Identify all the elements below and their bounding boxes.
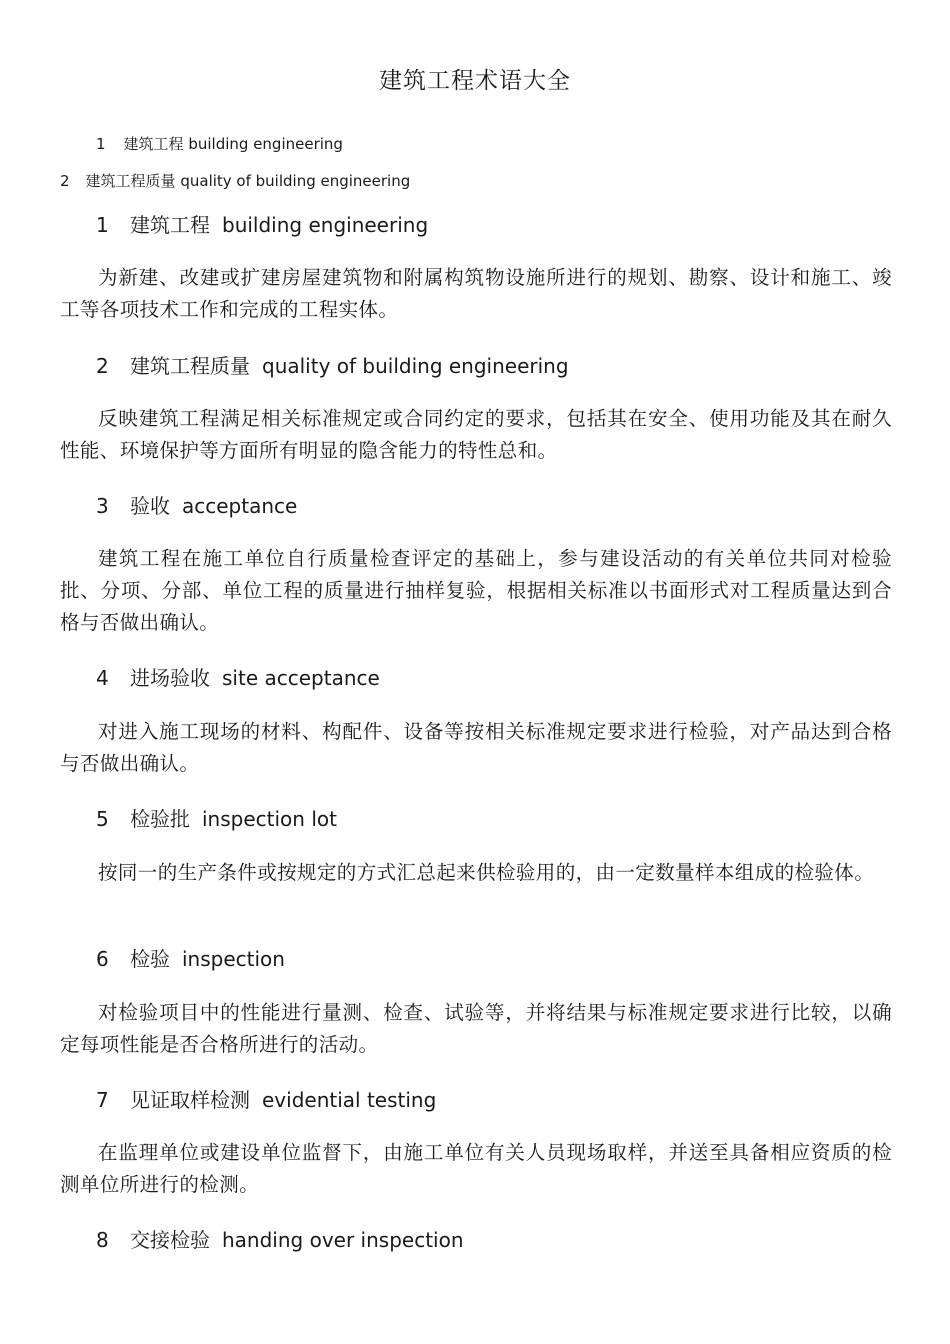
term-english: building engineering — [222, 213, 429, 237]
toc-item — [60, 171, 410, 191]
term-chinese: 交接检验 — [130, 1228, 210, 1252]
term-heading — [96, 492, 297, 520]
term-heading — [96, 352, 569, 380]
term-definition: 对进入施工现场的材料、构配件、设备等按相关标准规定要求进行检验，对产品达到合格与否做出确认。 — [60, 720, 892, 775]
document-title: 建筑工程术语大全 — [379, 68, 571, 94]
term-number: 1 — [96, 213, 109, 237]
term-definition: 按同一的生产条件或按规定的方式汇总起来供检验用的，由一定数量样本组成的检验体。 — [98, 861, 875, 884]
term-definition: 为新建、改建或扩建房屋建筑物和附属构筑物设施所进行的规划、勘察、设计和施工、竣工等各项技术工作和完成的工程实体。 — [60, 266, 892, 321]
toc-item-chinese-term: 建筑工程 — [123, 135, 184, 153]
term-chinese: 进场验收 — [130, 666, 210, 690]
term-chinese: 检验批 — [130, 807, 190, 831]
toc-item-chinese-term: 建筑工程质量 — [85, 172, 176, 190]
term-number: 4 — [96, 666, 109, 690]
toc-item — [96, 134, 343, 154]
toc-item-english-term: building engineering — [188, 135, 343, 153]
term-heading — [96, 1226, 464, 1254]
term-english: quality of building engineering — [262, 354, 569, 378]
term-heading — [96, 945, 285, 973]
term-english: handing over inspection — [222, 1228, 464, 1252]
term-heading — [96, 1086, 436, 1114]
toc-item-number: 1 — [96, 135, 106, 153]
term-english: acceptance — [182, 494, 298, 518]
term-number: 7 — [96, 1088, 109, 1112]
term-definition: 对检验项目中的性能进行量测、检查、试验等，并将结果与标准规定要求进行比较，以确定每项性能是否合格所进行的活动。 — [60, 1001, 892, 1056]
term-chinese: 验收 — [130, 494, 170, 518]
term-number: 6 — [96, 947, 109, 971]
term-chinese: 见证取样检测 — [130, 1088, 250, 1112]
toc-item-english-term: quality of building engineering — [180, 172, 411, 190]
term-chinese: 建筑工程质量 — [130, 354, 250, 378]
term-english: site acceptance — [222, 666, 380, 690]
term-heading — [96, 211, 428, 239]
term-number: 8 — [96, 1228, 109, 1252]
term-chinese: 检验 — [130, 947, 170, 971]
term-definition: 建筑工程在施工单位自行质量检查评定的基础上，参与建设活动的有关单位共同对检验批、分项、分部、单位工程的质量进行抽样复验，根据相关标准以书面形式对工程质量达到合格与否做出确认。 — [60, 547, 892, 634]
term-chinese: 建筑工程 — [130, 213, 210, 237]
term-english: inspection — [182, 947, 285, 971]
term-definition: 反映建筑工程满足相关标准规定或合同约定的要求，包括其在安全、使用功能及其在耐久性能、环境保护等方面所有明显的隐含能力的特性总和。 — [60, 407, 892, 462]
term-heading — [96, 664, 380, 692]
term-heading — [96, 805, 337, 833]
term-number: 3 — [96, 494, 109, 518]
term-number: 2 — [96, 354, 109, 378]
term-definition: 在监理单位或建设单位监督下，由施工单位有关人员现场取样，并送至具备相应资质的检测单位所进行的检测。 — [60, 1141, 892, 1196]
toc-item-number: 2 — [60, 172, 70, 190]
term-english: evidential testing — [262, 1088, 437, 1112]
term-number: 5 — [96, 807, 109, 831]
term-english: inspection lot — [202, 807, 337, 831]
